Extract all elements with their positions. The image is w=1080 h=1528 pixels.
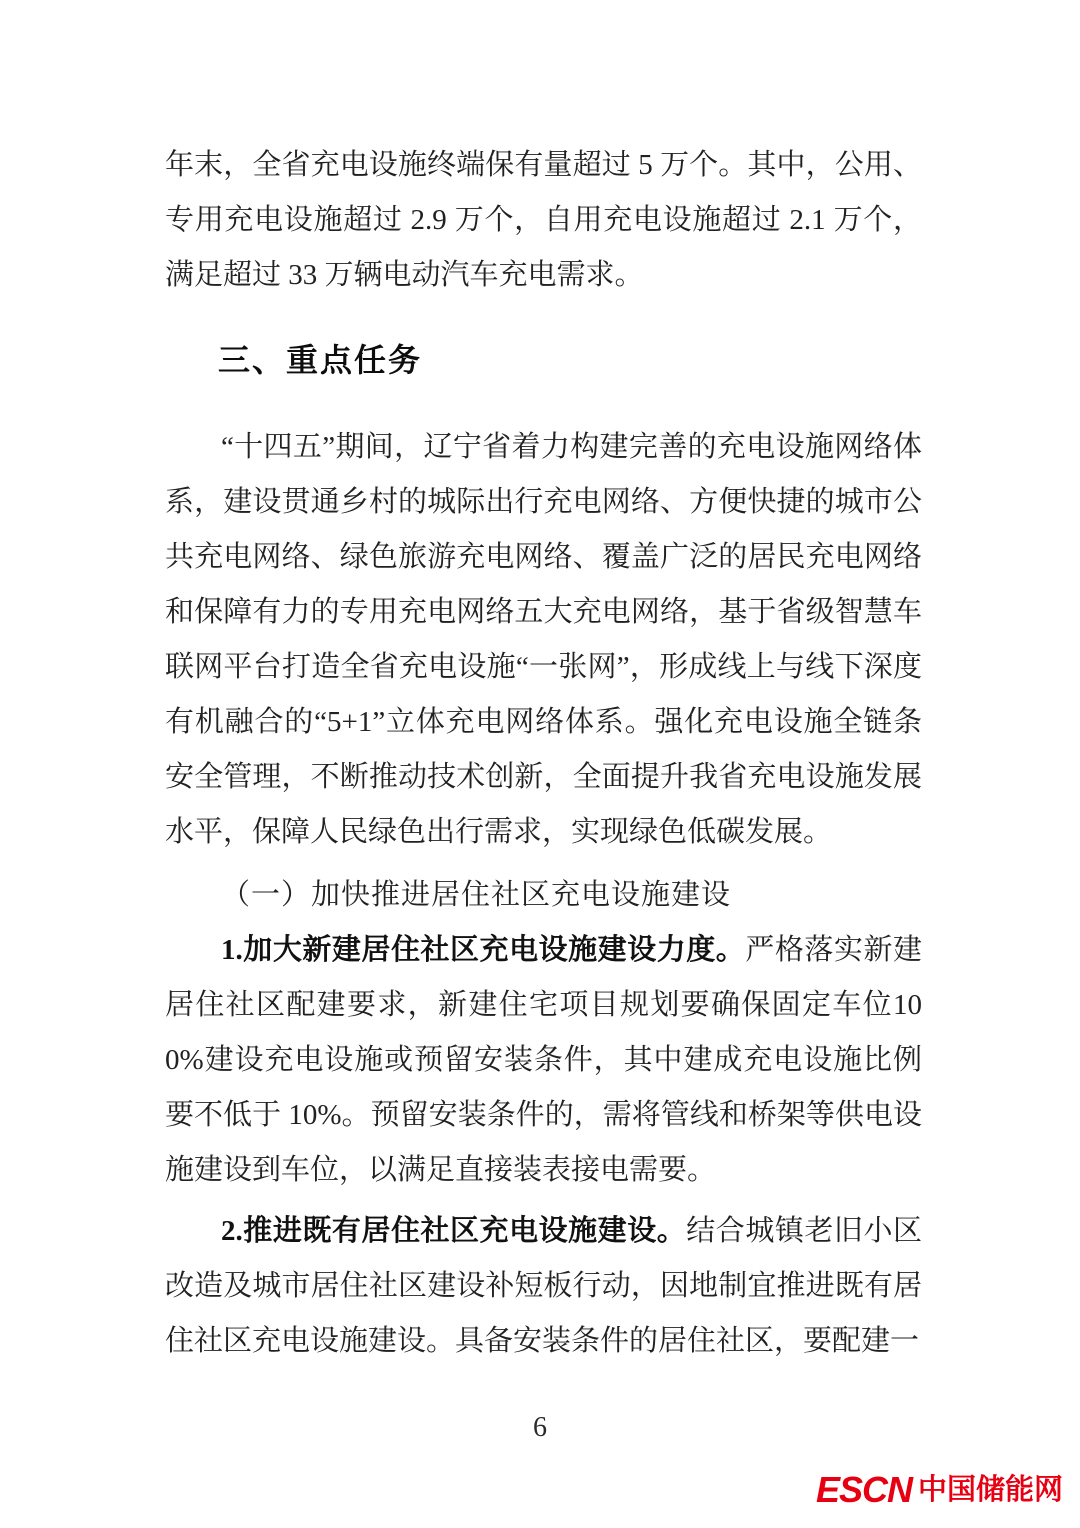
page-number: 6: [533, 1412, 547, 1443]
task-1-lead: 1.加大新建居住社区充电设施建设力度。: [221, 934, 746, 966]
section-heading: 三、重点任务: [218, 342, 423, 378]
subsection-heading: （一）加快推进居住社区充电设施建设: [221, 879, 732, 911]
escn-logo: [815, 1469, 1063, 1510]
task-2-body: 结合城镇老旧小区改造及城市居住社区建设补短板行动，因地制宜推进既有居住社区充电设施建设。具备安装条件的居住社区，要配建一: [165, 1215, 922, 1357]
task-2-lead: 2.推进既有居住社区充电设施建设。: [221, 1215, 687, 1247]
paragraph-carryover: 年末，全省充电设施终端保有量超过 5 万个。其中，公用、专用充电设施超过 2.9 万个，自用充电设施超过 2.1 万个，满足超过 33 万辆电动汽车充电需求。: [165, 149, 922, 291]
section-intro-paragraph: “十四五”期间，辽宁省着力构建完善的充电设施网络体系，建设贯通乡村的城际出行充电网络、方便快捷的城市公共充电网络、绿色旅游充电网络、覆盖广泛的居民充电网络和保障有力的专用充电网络五大充电网络，基于省级智慧车联网平台打造全省充电设施“一张网”，形成线上与线下深度有机融合的“5+1”立体充电网络体系。强化充电设施全链条安全管理，不断推动技术创新，全面提升我省充电设施发展水平，保障人民绿色出行需求，实现绿色低碳发展。: [165, 431, 922, 848]
task-paragraph-2: [165, 1204, 922, 1369]
escn-logo-cn-text: 中国储能网: [917, 1473, 1063, 1506]
escn-logo-en-text: ESCN: [815, 1469, 912, 1510]
task-1-body: 严格落实新建居住社区配建要求，新建住宅项目规划要确保固定车位100%建设充电设施或预留安装条件，其中建成充电设施比例要不低于 10%。预留安装条件的，需将管线和桥架等供电设施建设到车位，以满足直接装表接电需要。: [165, 934, 922, 1186]
task-paragraph-1: [165, 923, 922, 1198]
document-body: [165, 138, 922, 1369]
